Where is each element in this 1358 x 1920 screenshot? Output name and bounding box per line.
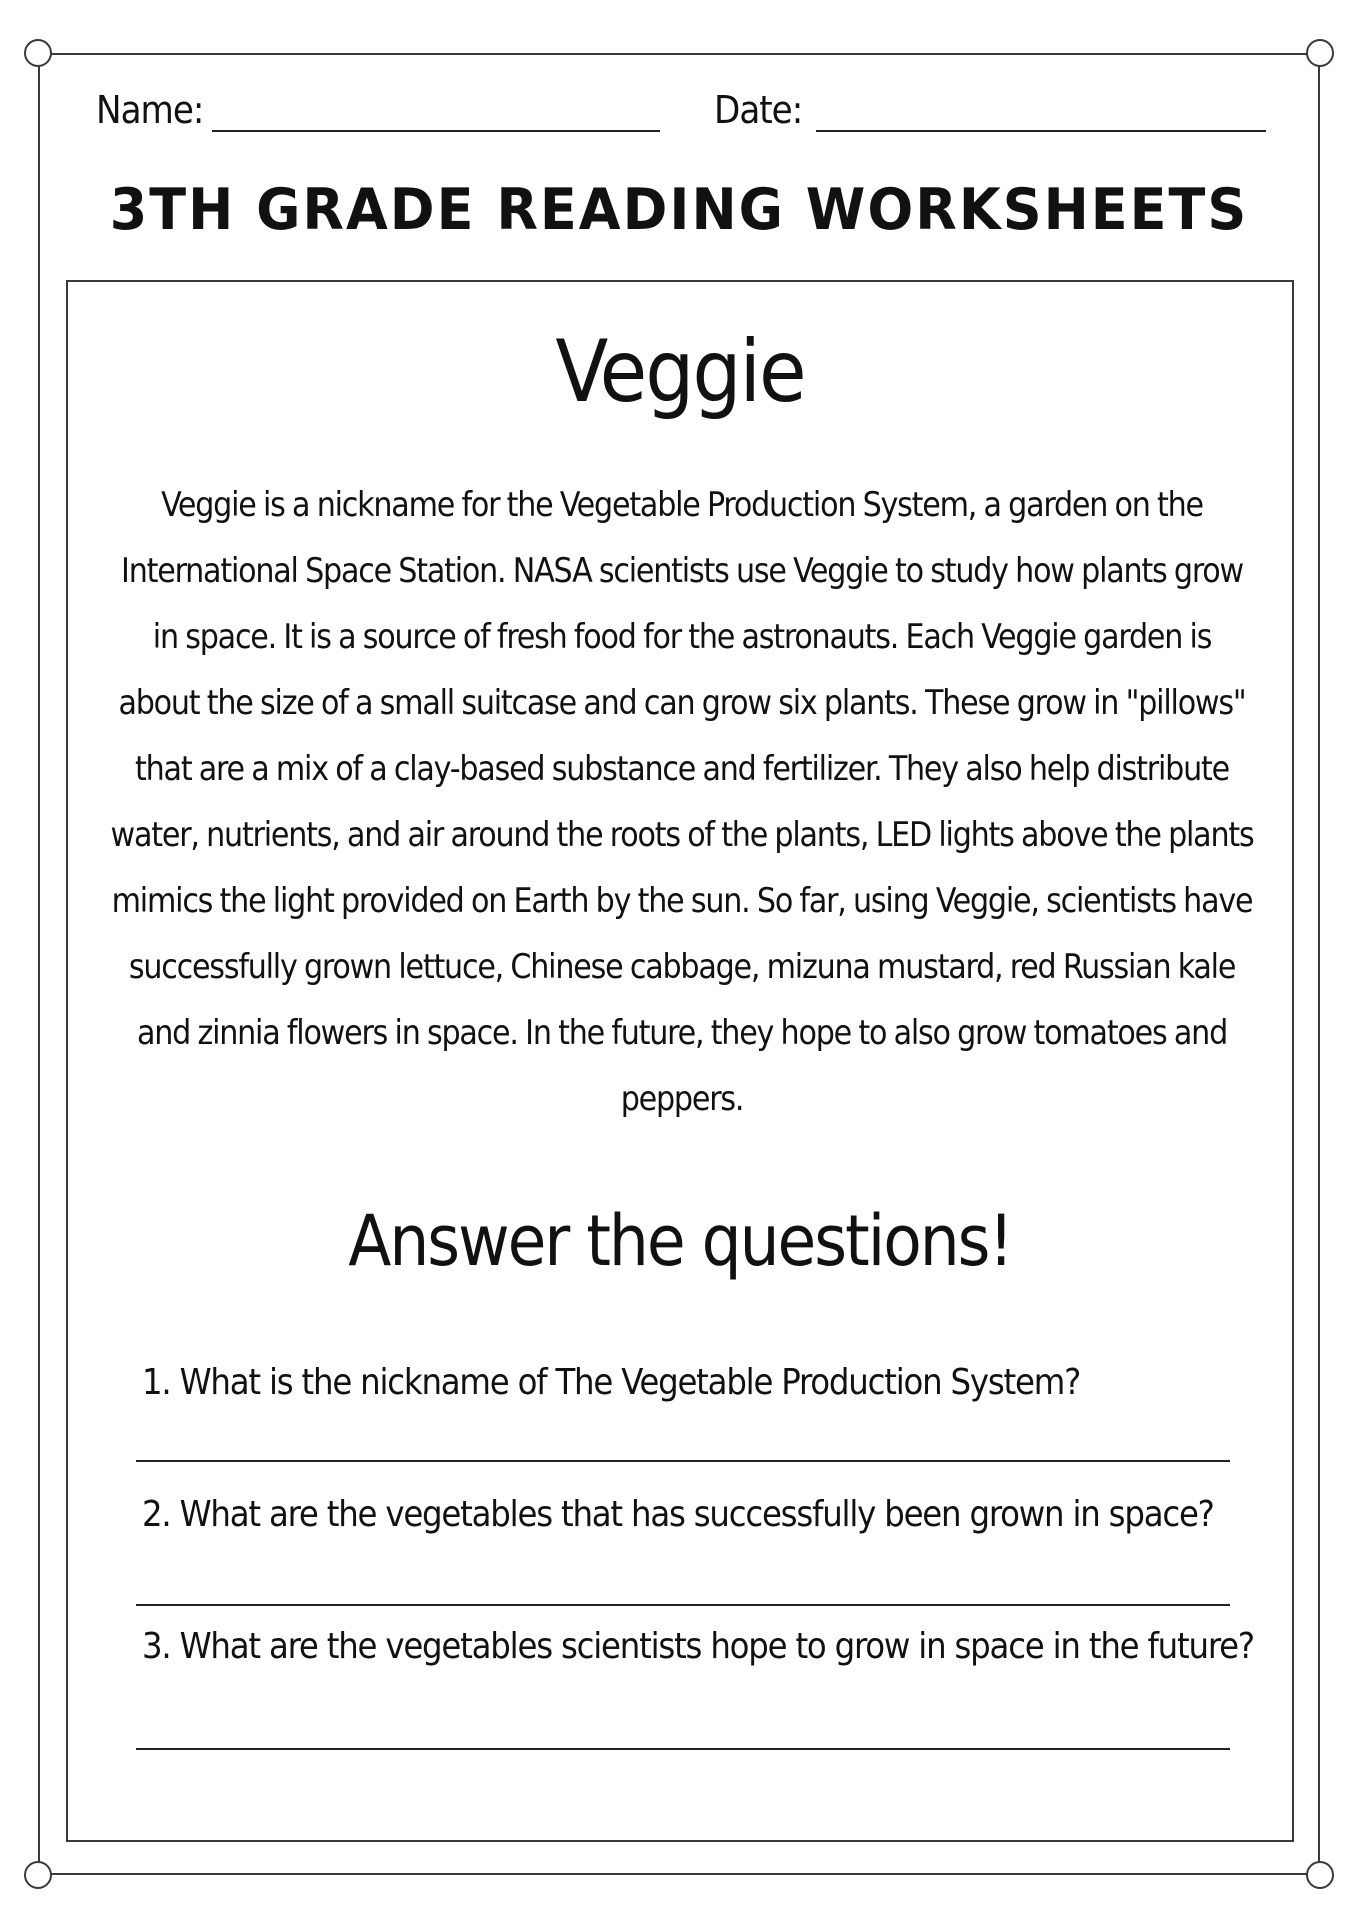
- name-label: Name:: [96, 88, 204, 132]
- answer-line-3[interactable]: [136, 1748, 1230, 1750]
- corner-circle-bottom-right: [1306, 1861, 1334, 1889]
- name-date-row: [96, 82, 1276, 138]
- corner-circle-bottom-left: [24, 1861, 52, 1889]
- question-1: 1. What is the nickname of The Vegetable Production System?: [142, 1362, 1081, 1403]
- answer-line-1[interactable]: [136, 1460, 1230, 1462]
- question-2: 2. What are the vegetables that has successfully been grown in space?: [142, 1494, 1214, 1535]
- answer-line-2[interactable]: [136, 1604, 1230, 1606]
- date-field[interactable]: [816, 130, 1266, 132]
- reading-box: [66, 280, 1294, 1842]
- name-field[interactable]: [212, 130, 660, 132]
- date-label: Date:: [714, 88, 803, 132]
- story-title: Veggie: [555, 322, 805, 422]
- worksheet-title: 3TH GRADE READING WORKSHEETS: [109, 176, 1249, 243]
- corner-circle-top-left: [24, 39, 52, 67]
- questions-heading: Answer the questions!: [348, 1200, 1012, 1282]
- story-text: Veggie is a nickname for the Vegetable Production System, a garden on the International Space Station. NASA scientists use Veggie to study how plants grow in space. It is a source of fresh food for the astronauts. Each Veggie garden is about the size of a small suitcase and can grow six plants. These grow in "pillows" that are a mix of a clay-based substance and fertilizer. They also help distribute water, nutrients, and air around the roots of the plants, LED lights above the plants mimics the light provided on Earth by the sun. So far, using Veggie, scientists have successfully grown lettuce, Chinese cabbage, mizuna mustard, red Russian kale and zinnia flowers in space. In the future, they hope to also grow tomatoes and peppers.: [110, 485, 1254, 1118]
- question-3: 3. What are the vegetables scientists hope to grow in space in the future?: [142, 1626, 1254, 1667]
- corner-circle-top-right: [1306, 39, 1334, 67]
